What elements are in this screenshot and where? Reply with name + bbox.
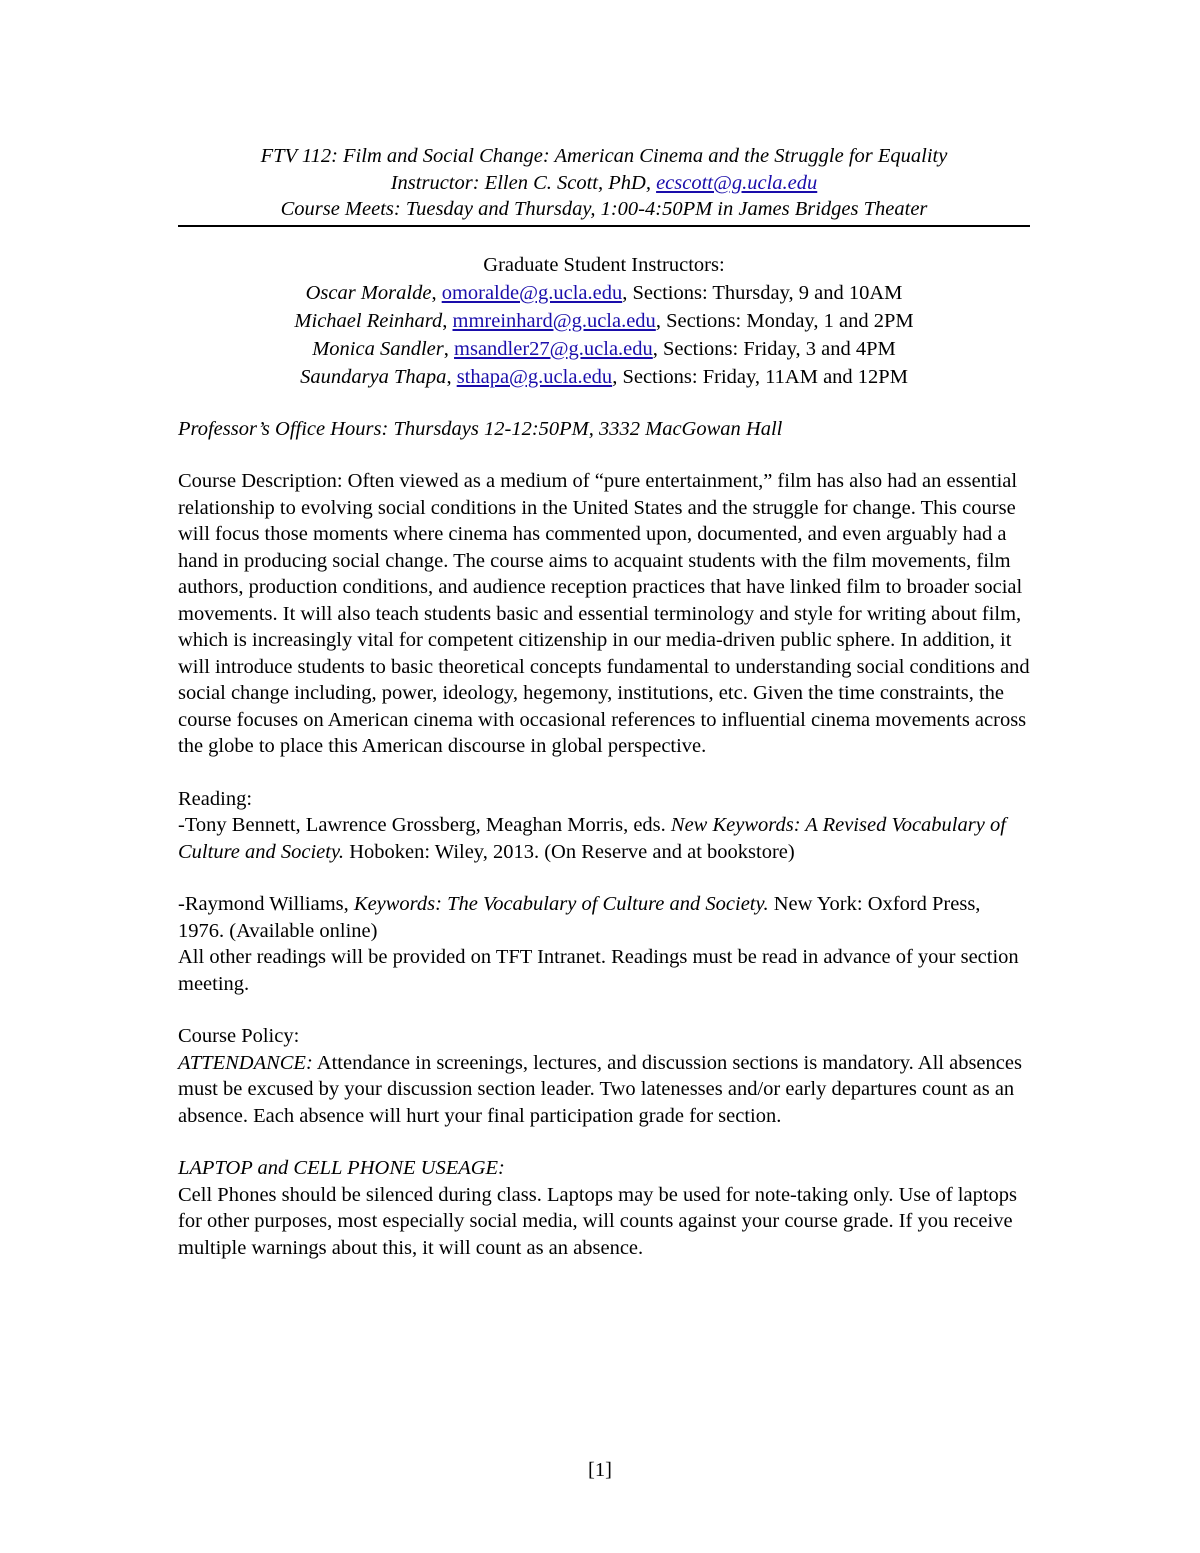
- gsi-name: Oscar Moralde: [305, 281, 432, 304]
- gsi-name: Michael Reinhard: [294, 309, 443, 332]
- reading-item-publisher: Hoboken: Wiley, 2013. (On Reserve and at bookstore): [344, 840, 795, 863]
- laptop-policy-label: LAPTOP and CELL PHONE USEAGE:: [178, 1157, 505, 1179]
- gsi-row: Oscar Moralde, omoralde@g.ucla.edu, Sections: Thursday, 9 and 10AM: [305, 281, 903, 304]
- reading-item-publisher: New York: Oxford Press, 1976. (Available online): [178, 893, 981, 942]
- gsi-sections: , Sections: Monday, 1 and 2PM: [655, 309, 914, 332]
- attendance-text: Attendance in screenings, lectures, and discussion sections is mandatory. All absences must be excused by your discussion section leader. Two latenesses and/or early departures count as an absence. Each absence will hurt your final participation grade for section.: [178, 1051, 1022, 1127]
- gsi-sections: , Sections: Friday, 11AM and 12PM: [612, 365, 908, 388]
- gsi-email-link[interactable]: sthapa@g.ucla.edu: [456, 365, 613, 388]
- gsi-section: [178, 251, 1030, 391]
- laptop-policy-text: Cell Phones should be silenced during class. Laptops may be used for note-taking only. Use of laptops for other purposes, most especially social media, will counts against your course grade. If you receive multiple warnings about this, it will count as an absence.: [178, 1183, 1018, 1259]
- page-number: [1]: [588, 1459, 612, 1481]
- reading-item-title: New Keywords: A Revised Vocabulary of Culture and Society.: [178, 814, 1006, 863]
- gsi-email-link[interactable]: msandler27@g.ucla.edu: [454, 337, 653, 360]
- gsi-row: Monica Sandler, msandler27@g.ucla.edu, Sections: Friday, 3 and 4PM: [312, 337, 896, 360]
- attendance-policy: [178, 1050, 1030, 1130]
- instructor-email-link[interactable]: ecscott@g.ucla.edu: [656, 171, 818, 194]
- policy-heading: Course Policy:: [178, 1025, 300, 1047]
- gsi-name: Saundarya Thapa: [300, 365, 447, 388]
- reading-heading: Reading:: [178, 787, 253, 810]
- gsi-name: Monica Sandler: [312, 337, 444, 360]
- gsi-sections: , Sections: Thursday, 9 and 10AM: [622, 281, 903, 304]
- gsi-row: Saundarya Thapa, sthapa@g.ucla.edu, Sections: Friday, 11AM and 12PM: [300, 365, 908, 388]
- gsi-email-link[interactable]: mmreinhard@g.ucla.edu: [452, 309, 656, 332]
- instructor-line: [178, 170, 1030, 197]
- gsi-heading: Graduate Student Instructors:: [483, 253, 725, 276]
- gsi-sections: , Sections: Friday, 3 and 4PM: [652, 337, 896, 360]
- gsi-email-link[interactable]: omoralde@g.ucla.edu: [441, 281, 623, 304]
- reading-note: All other readings will be provided on TFT Intranet. Readings must be read in advance of your section meeting.: [178, 946, 1019, 995]
- attendance-label: ATTENDANCE:: [178, 1051, 313, 1074]
- reading-item: [178, 812, 1030, 865]
- syllabus-page: [178, 143, 1030, 1261]
- reading-item: [178, 891, 1030, 944]
- reading-item-authors: -Tony Bennett, Lawrence Grossberg, Meaghan Morris, eds.: [178, 814, 671, 836]
- course-description: Course Description: Often viewed as a medium of “pure entertainment,” film has also had an essential relationship to evolving social conditions in the United States and the struggle for change. This course will focus those moments where cinema has commented upon, documented, and even arguably had a hand in producing social change. The course aims to acquaint students with the film movements, film authors, production conditions, and audience reception practices that have linked film to broader social movements. It will also teach students basic and essential terminology and style for writing about film, which is increasingly vital for competent citizenship in our media-driven public sphere. In addition, it will introduce students to basic theoretical concepts fundamental to understanding social conditions and social change including, power, ideology, hegemony, institutions, etc. Given the time constraints, the course focuses on American cinema with occasional references to influential cinema movements across the globe to place this American discourse in global perspective.: [178, 470, 1030, 757]
- gsi-row: Michael Reinhard, mmreinhard@g.ucla.edu, Sections: Monday, 1 and 2PM: [294, 309, 914, 332]
- course-title: FTV 112: Film and Social Change: American Cinema and the Struggle for Equality: [260, 145, 948, 167]
- instructor-text: Instructor: Ellen C. Scott, PhD,: [390, 171, 657, 194]
- reading-item-title: Keywords: The Vocabulary of Culture and Society.: [353, 893, 769, 915]
- reading-item-authors: -Raymond Williams,: [178, 893, 354, 915]
- course-meets: Course Meets: Tuesday and Thursday, 1:00-4:50PM in James Bridges Theater: [280, 198, 928, 220]
- office-hours: Professor’s Office Hours: Thursdays 12-12:50PM, 3332 MacGowan Hall: [178, 417, 783, 440]
